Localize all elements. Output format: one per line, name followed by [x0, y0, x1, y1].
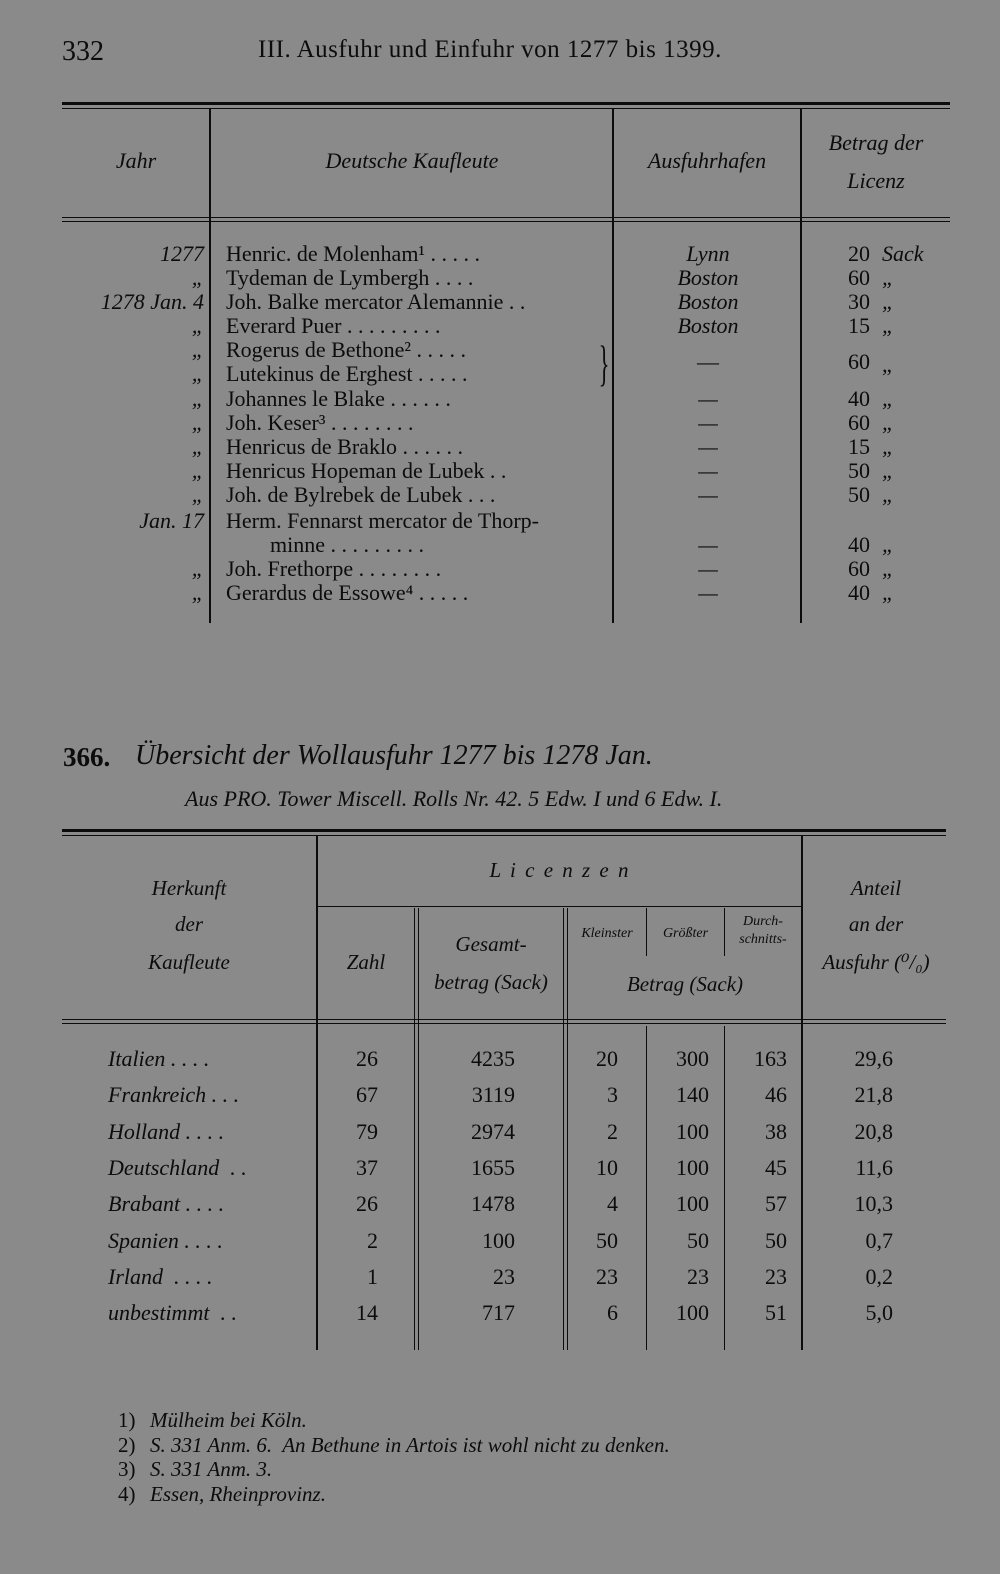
count-cell: 14	[356, 1300, 378, 1326]
year-cell: Jan. 17	[139, 508, 204, 533]
avg-cell: 163	[754, 1046, 787, 1071]
amount-cell: 50	[848, 482, 870, 507]
table1-top-rule-thin	[62, 108, 950, 109]
table-row	[0, 266, 1000, 290]
table1-header-year: Jahr	[115, 148, 157, 173]
table2-header-rule	[62, 1019, 946, 1020]
merchant-cell: minne . . . . . . . . .	[226, 532, 424, 557]
brace-group-amount: 60	[848, 349, 870, 374]
unit-cell: „	[882, 556, 895, 581]
min-cell: 50	[596, 1227, 618, 1253]
unit-cell: „	[882, 580, 895, 605]
table-row	[0, 533, 1000, 557]
max-cell: 300	[676, 1046, 709, 1071]
country-cell: Holland . . . .	[108, 1118, 225, 1144]
merchant-cell: Henric. de Molenham¹ . . . . .	[226, 241, 481, 266]
year-cell: 1277	[160, 241, 204, 266]
port-cell: —	[698, 434, 718, 459]
amount-cell: 60	[848, 410, 870, 435]
table1-header-merchants: Deutsche Kaufleute	[325, 148, 499, 173]
year-cell: „	[191, 386, 204, 411]
amount-cell: 30	[848, 289, 870, 314]
table-row	[0, 1154, 1000, 1182]
table1-top-rule	[62, 102, 950, 105]
share-cell: 20,8	[854, 1118, 893, 1144]
country-cell: Brabant . . . .	[108, 1191, 225, 1217]
port-cell: Boston	[677, 313, 739, 338]
table-row	[0, 411, 1000, 435]
table-row	[0, 459, 1000, 483]
country-cell: Deutschland . .	[108, 1154, 247, 1180]
avg-cell: 46	[765, 1082, 787, 1108]
year-cell: „	[191, 482, 204, 507]
port-cell: —	[698, 458, 718, 483]
footnote	[118, 1408, 307, 1433]
table2-header-total: betrag (Sack)	[434, 970, 548, 994]
table-row	[0, 290, 1000, 314]
country-cell: Irland . . . .	[108, 1263, 213, 1289]
table2-top-rule	[62, 829, 946, 832]
min-cell: 20	[596, 1046, 618, 1071]
table-row	[0, 1118, 1000, 1146]
running-head: III. Ausfuhr und Einfuhr von 1277 bis 1399.	[258, 36, 722, 63]
table-row	[0, 435, 1000, 459]
footnote-text: Essen, Rheinprovinz.	[150, 1481, 326, 1506]
table2-header-origin: Kaufleute	[148, 950, 230, 974]
avg-cell: 50	[765, 1227, 787, 1253]
port-cell: —	[698, 386, 718, 411]
unit-cell: „	[882, 386, 895, 411]
country-cell: unbestimmt . .	[108, 1300, 237, 1326]
share-cell: 11,6	[855, 1154, 893, 1180]
table2-header-share: Ausfuhr (⁰/₀)	[822, 950, 930, 974]
unit-cell: „	[882, 289, 895, 314]
table2-header-rule-2	[62, 1023, 946, 1024]
table1-header-rule	[62, 217, 950, 218]
unit-cell: „	[882, 482, 895, 507]
table-row	[0, 1081, 1000, 1109]
avg-cell: 45	[765, 1154, 787, 1180]
year-cell: „	[191, 361, 204, 386]
table-row	[0, 242, 1000, 266]
amount-cell: 40	[848, 580, 870, 605]
min-cell: 6	[607, 1300, 618, 1326]
share-cell: 5,0	[865, 1300, 893, 1326]
footnote-text: Mülheim bei Köln.	[150, 1408, 307, 1432]
unit-cell: „	[882, 458, 895, 483]
section-source: Aus PRO. Tower Miscell. Rolls Nr. 42. 5 Edw. I und 6 Edw. I.	[185, 786, 723, 811]
max-cell: 100	[676, 1118, 709, 1144]
table1-header-rule-2	[62, 221, 950, 222]
table2-header-max: Größter	[662, 926, 709, 941]
amount-cell: 40	[848, 532, 870, 557]
share-cell: 21,8	[854, 1082, 893, 1108]
max-cell: 100	[676, 1300, 709, 1326]
table-row	[0, 1227, 1000, 1255]
unit-cell: „	[882, 265, 895, 290]
share-cell: 0,7	[865, 1227, 893, 1253]
table2-header-count: Zahl	[346, 950, 386, 974]
amount-cell: 50	[848, 458, 870, 483]
count-cell: 2	[367, 1227, 378, 1253]
footnote-number: 1)	[118, 1408, 136, 1432]
total-cell: 3119	[471, 1082, 515, 1108]
total-cell: 23	[493, 1263, 515, 1289]
footnote-number: 3)	[118, 1457, 136, 1481]
footnote-number: 4)	[118, 1481, 136, 1506]
amount-cell: 60	[848, 265, 870, 290]
total-cell: 100	[482, 1227, 515, 1253]
brace-group-unit: „	[882, 352, 892, 377]
share-cell: 0,2	[865, 1263, 893, 1289]
amount-cell: 60	[848, 556, 870, 581]
amount-cell: 40	[848, 386, 870, 411]
port-cell: Lynn	[686, 241, 730, 266]
merchant-cell: Joh. Frethorpe . . . . . . . .	[226, 556, 442, 581]
unit-cell: „	[882, 410, 895, 435]
year-cell: „	[191, 434, 204, 459]
table-row	[0, 1263, 1000, 1291]
country-cell: Frankreich . . .	[108, 1082, 240, 1108]
amount-cell: 15	[848, 313, 870, 338]
table-row	[0, 1190, 1000, 1218]
port-cell: —	[698, 532, 718, 557]
table-row	[0, 581, 1000, 605]
year-cell: 1278 Jan. 4	[100, 289, 204, 314]
merchant-cell: Tydeman de Lymbergh . . . .	[226, 265, 474, 290]
table2-licenses-rule	[318, 906, 802, 907]
merchant-cell: Everard Puer . . . . . . . . .	[226, 313, 441, 338]
footnote-number: 2)	[118, 1432, 136, 1457]
avg-cell: 38	[765, 1118, 787, 1144]
merchant-cell: Joh. Keser³ . . . . . . . .	[226, 410, 414, 435]
table2-header-total: Gesamt-	[455, 932, 527, 956]
section-title: Übersicht der Wollausfuhr 1277 bis 1278 Jan.	[135, 740, 653, 771]
footnote-text: S. 331 Anm. 3.	[150, 1457, 273, 1481]
unit-cell: „	[882, 434, 895, 459]
max-cell: 50	[687, 1227, 709, 1253]
max-cell: 23	[687, 1263, 709, 1289]
share-cell: 10,3	[854, 1191, 893, 1217]
total-cell: 1655	[471, 1154, 515, 1180]
count-cell: 79	[356, 1118, 378, 1144]
avg-cell: 57	[765, 1191, 787, 1217]
table2-header-origin: Herkunft	[151, 876, 227, 900]
max-cell: 100	[676, 1154, 709, 1180]
unit-cell: Sack	[882, 241, 924, 266]
merchant-cell: Henricus Hopeman de Lubek . .	[226, 458, 507, 483]
avg-cell: 51	[765, 1300, 787, 1326]
count-cell: 37	[356, 1154, 378, 1180]
table-row	[0, 1299, 1000, 1327]
total-cell: 717	[482, 1300, 515, 1326]
year-cell: „	[191, 265, 204, 290]
total-cell: 2974	[471, 1118, 515, 1144]
count-cell: 1	[367, 1263, 378, 1289]
section-number: 366.	[63, 742, 111, 772]
table2-header-avg: schnitts-	[739, 932, 787, 947]
max-cell: 140	[676, 1082, 709, 1108]
merchant-cell: Henricus de Braklo . . . . . .	[226, 434, 464, 459]
merchant-cell: Herm. Fennarst mercator de Thorp-	[226, 508, 539, 533]
total-cell: 1478	[471, 1191, 515, 1217]
max-cell: 100	[676, 1191, 709, 1217]
table-row	[0, 483, 1000, 507]
table1-header-amount: Licenz	[847, 168, 905, 193]
table-row	[0, 509, 1000, 533]
table-row	[0, 314, 1000, 338]
unit-cell: „	[882, 313, 895, 338]
merchant-cell: Gerardus de Essowe⁴ . . . . .	[226, 580, 469, 605]
table2-top-rule-thin	[62, 835, 946, 836]
table1-header-port: Ausfuhrhafen	[647, 148, 767, 173]
merchant-cell: Johannes le Blake . . . . . .	[226, 386, 451, 411]
avg-cell: 23	[765, 1263, 787, 1289]
table-row	[0, 387, 1000, 411]
min-cell: 3	[607, 1082, 618, 1108]
port-cell: —	[698, 482, 718, 507]
table1-header-amount: Betrag der	[828, 130, 924, 155]
port-cell: —	[698, 580, 718, 605]
count-cell: 26	[356, 1046, 378, 1071]
table-row	[0, 1045, 1000, 1073]
table2-header-avg: Durch-	[743, 914, 783, 929]
min-cell: 10	[596, 1154, 618, 1180]
amount-cell: 20	[848, 241, 870, 266]
footnote	[118, 1457, 272, 1482]
brace-icon: }	[598, 335, 610, 391]
footnote	[118, 1433, 670, 1458]
table2-header-share: Anteil	[850, 876, 902, 900]
brace-group-port: —	[697, 349, 719, 374]
share-cell: 29,6	[854, 1046, 893, 1071]
table-row	[0, 557, 1000, 581]
year-cell: „	[191, 580, 204, 605]
year-cell: „	[191, 410, 204, 435]
port-cell: —	[698, 556, 718, 581]
country-cell: Italien . . . .	[108, 1046, 210, 1071]
min-cell: 2	[607, 1118, 618, 1144]
footnote-text: S. 331 Anm. 6. An Bethune in Artois ist wohl nicht zu denken.	[150, 1432, 670, 1457]
amount-cell: 15	[848, 434, 870, 459]
port-cell: Boston	[677, 265, 739, 290]
page-number: 332	[62, 36, 104, 67]
merchant-cell: Joh. de Bylrebek de Lubek . . .	[226, 482, 496, 507]
count-cell: 26	[356, 1191, 378, 1217]
table2-header-amount-sack: Betrag (Sack)	[626, 972, 744, 996]
table2-header-min: Kleinster	[581, 926, 633, 941]
merchant-cell: Rogerus de Bethone² . . . . .	[226, 337, 467, 362]
unit-cell: „	[882, 532, 895, 557]
min-cell: 4	[607, 1191, 618, 1217]
table2-header-origin: der	[175, 912, 203, 936]
merchant-cell: Lutekinus de Erghest . . . . .	[226, 361, 468, 386]
year-cell: „	[191, 458, 204, 483]
min-cell: 23	[596, 1263, 618, 1289]
table2-header-licenses: L i c e n z e n	[489, 858, 631, 882]
footnote	[118, 1482, 326, 1507]
country-cell: Spanien . . . .	[108, 1227, 223, 1253]
year-cell: „	[191, 556, 204, 581]
total-cell: 4235	[471, 1046, 515, 1071]
port-cell: Boston	[677, 289, 739, 314]
year-cell: „	[191, 337, 204, 362]
table2-header-share: an der	[848, 912, 904, 936]
port-cell: —	[698, 410, 718, 435]
year-cell: „	[191, 313, 204, 338]
count-cell: 67	[356, 1082, 378, 1108]
merchant-cell: Joh. Balke mercator Alemannie . .	[226, 289, 526, 314]
